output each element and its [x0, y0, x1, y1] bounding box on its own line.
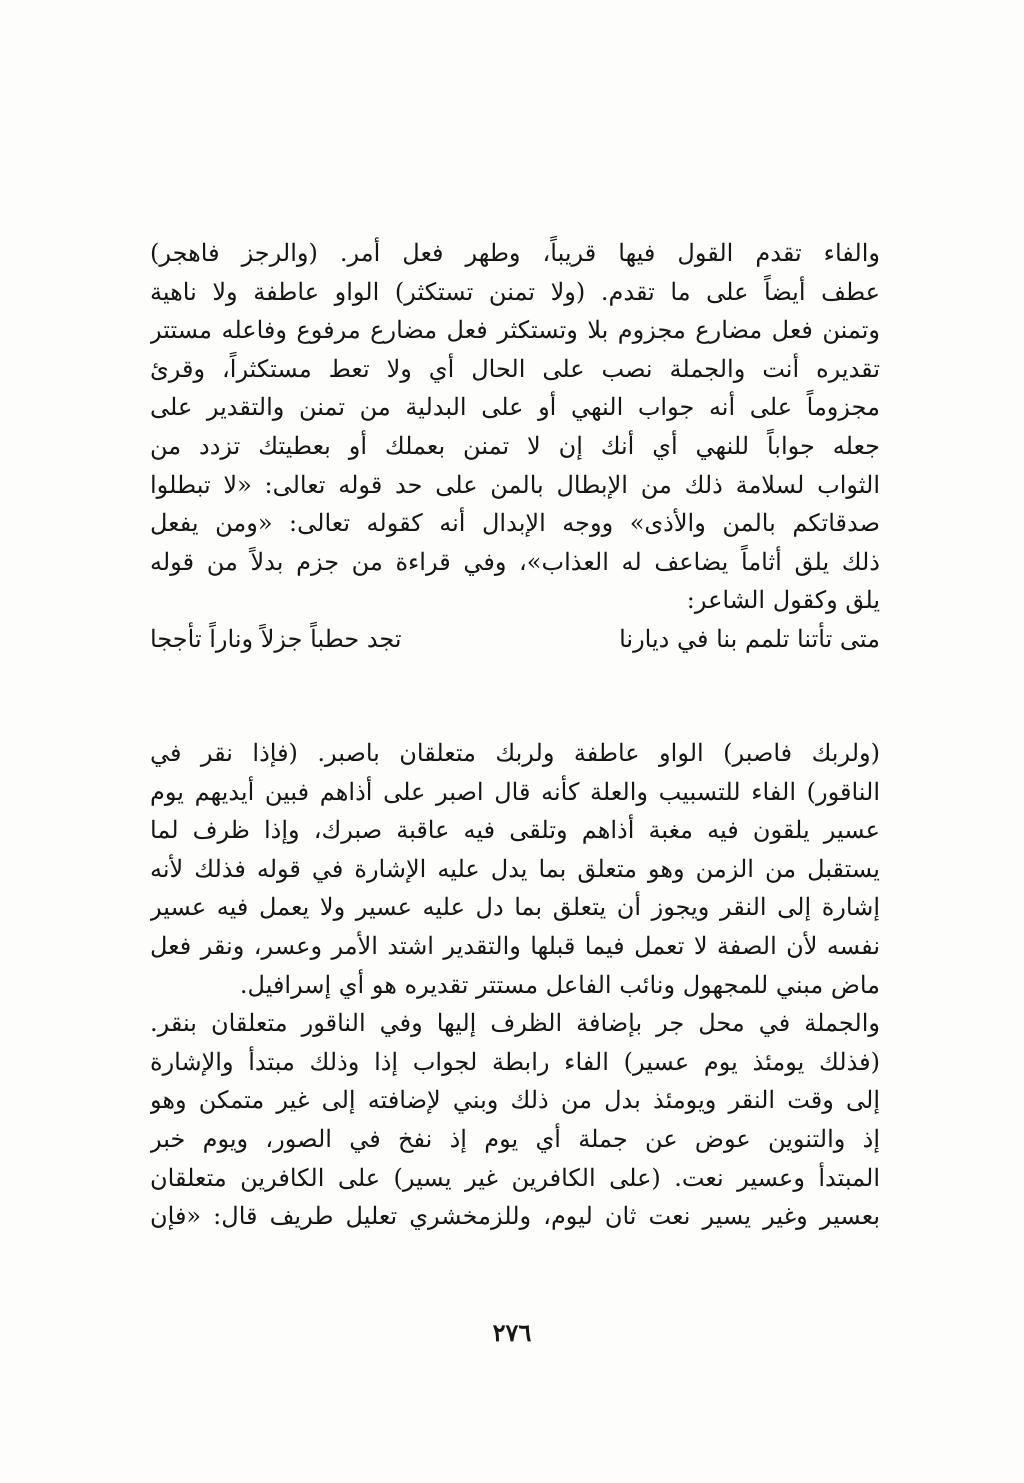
text-line: ذلك يلق أثاماً يضاعف له العذاب»، وفي قراءة من جزم بدلاً من قوله [150, 547, 880, 576]
text-line: الناقور) الفاء للتسبيب والعلة كأنه قال اصبر على أذاهم فبين أيديهم يوم [150, 777, 880, 806]
text-line: عطف أيضاً على ما تقدم. (ولا تمنن تستكثر) الواو عاطفة ولا ناهية [150, 277, 880, 306]
paragraph-2 [150, 734, 880, 1236]
text-line: ماض مبني للمجهول ونائب الفاعل مستتر تقديره هو أي إسرافيل. [239, 970, 880, 999]
verse-second-hemistich: تجد حطباً جزلاً وناراً تأججا [150, 624, 402, 653]
text-line: يلق وكقول الشاعر: [686, 586, 880, 615]
verse-first-hemistich: متى تأتنا تلمم بنا في ديارنا [619, 624, 880, 653]
text-line: إشارة إلى النقر ويجوز أن يتعلق بما دل عليه عسير ولا يعمل فيه عسير [150, 893, 880, 922]
text-line: إذ والتنوين عوض عن جملة أي يوم إذ نفخ في الصور، ويوم خبر [150, 1124, 880, 1153]
poetry-verse [150, 620, 880, 659]
text-line: مجزوماً على أنه جواب النهي أو على البدلية من تمنن والتقدير على [150, 393, 880, 422]
text-line: الثواب لسلامة ذلك من الإبطال بالمن على حد قوله تعالى: «لا تبطلوا [150, 470, 880, 499]
text-line: صدقاتكم بالمن والأذى» ووجه الإبدال أنه كقوله تعالى: «ومن يفعل [150, 509, 880, 538]
text-line: جعله جواباً للنهي أي أنك إن لا تمنن بعملك أو بعطيتك تزدد من [150, 431, 880, 460]
text-line: (فذلك يومئذ يوم عسير) الفاء رابطة لجواب إذا وذلك مبتدأ والإشارة [150, 1047, 880, 1076]
text-line: وتمنن فعل مضارع مجزوم بلا وتستكثر فعل مضارع مرفوع وفاعله مستتر [150, 316, 880, 345]
paragraph-1 [150, 234, 880, 659]
text-line: عسير يلقون فيه مغبة أذاهم وتلقى فيه عاقبة صبرك، وإذا ظرف لما [150, 816, 880, 845]
text-line: تقديره أنت والجملة نصب على الحال أي ولا تعط مستكثراً، وقرئ [150, 354, 880, 383]
text-line: إلى وقت النقر ويومئذ بدل من ذلك وبني لإضافته إلى غير متمكن وهو [150, 1086, 880, 1115]
page-number: ٢٧٦ [492, 1318, 532, 1347]
text-line: يستقبل من الزمن وهو متعلق بما يدل عليه الإشارة في قوله فذلك لأنه [150, 854, 880, 883]
text-line: (ولربك فاصبر) الواو عاطفة ولربك متعلقان باصبر. (فإذا نقر في [150, 739, 880, 767]
text-line: بعسير وغير يسير نعت ثان ليوم، وللزمخشري تعليل طريف قال: «فإن [150, 1202, 880, 1231]
text-line: المبتدأ وعسير نعت. (على الكافرين غير يسير) على الكافرين متعلقان [150, 1163, 880, 1192]
text-line: نفسه لأن الصفة لا تعمل فيما قبلها والتقدير اشتد الأمر وعسر، ونقر فعل [150, 931, 880, 960]
text-line: والفاء تقدم القول فيها قريباً، وطهر فعل أمر. (والرجز فاهجر) [150, 239, 880, 267]
text-line: والجملة في محل جر بإضافة الظرف إليها وفي الناقور متعلقان بنقر. [150, 1009, 880, 1038]
